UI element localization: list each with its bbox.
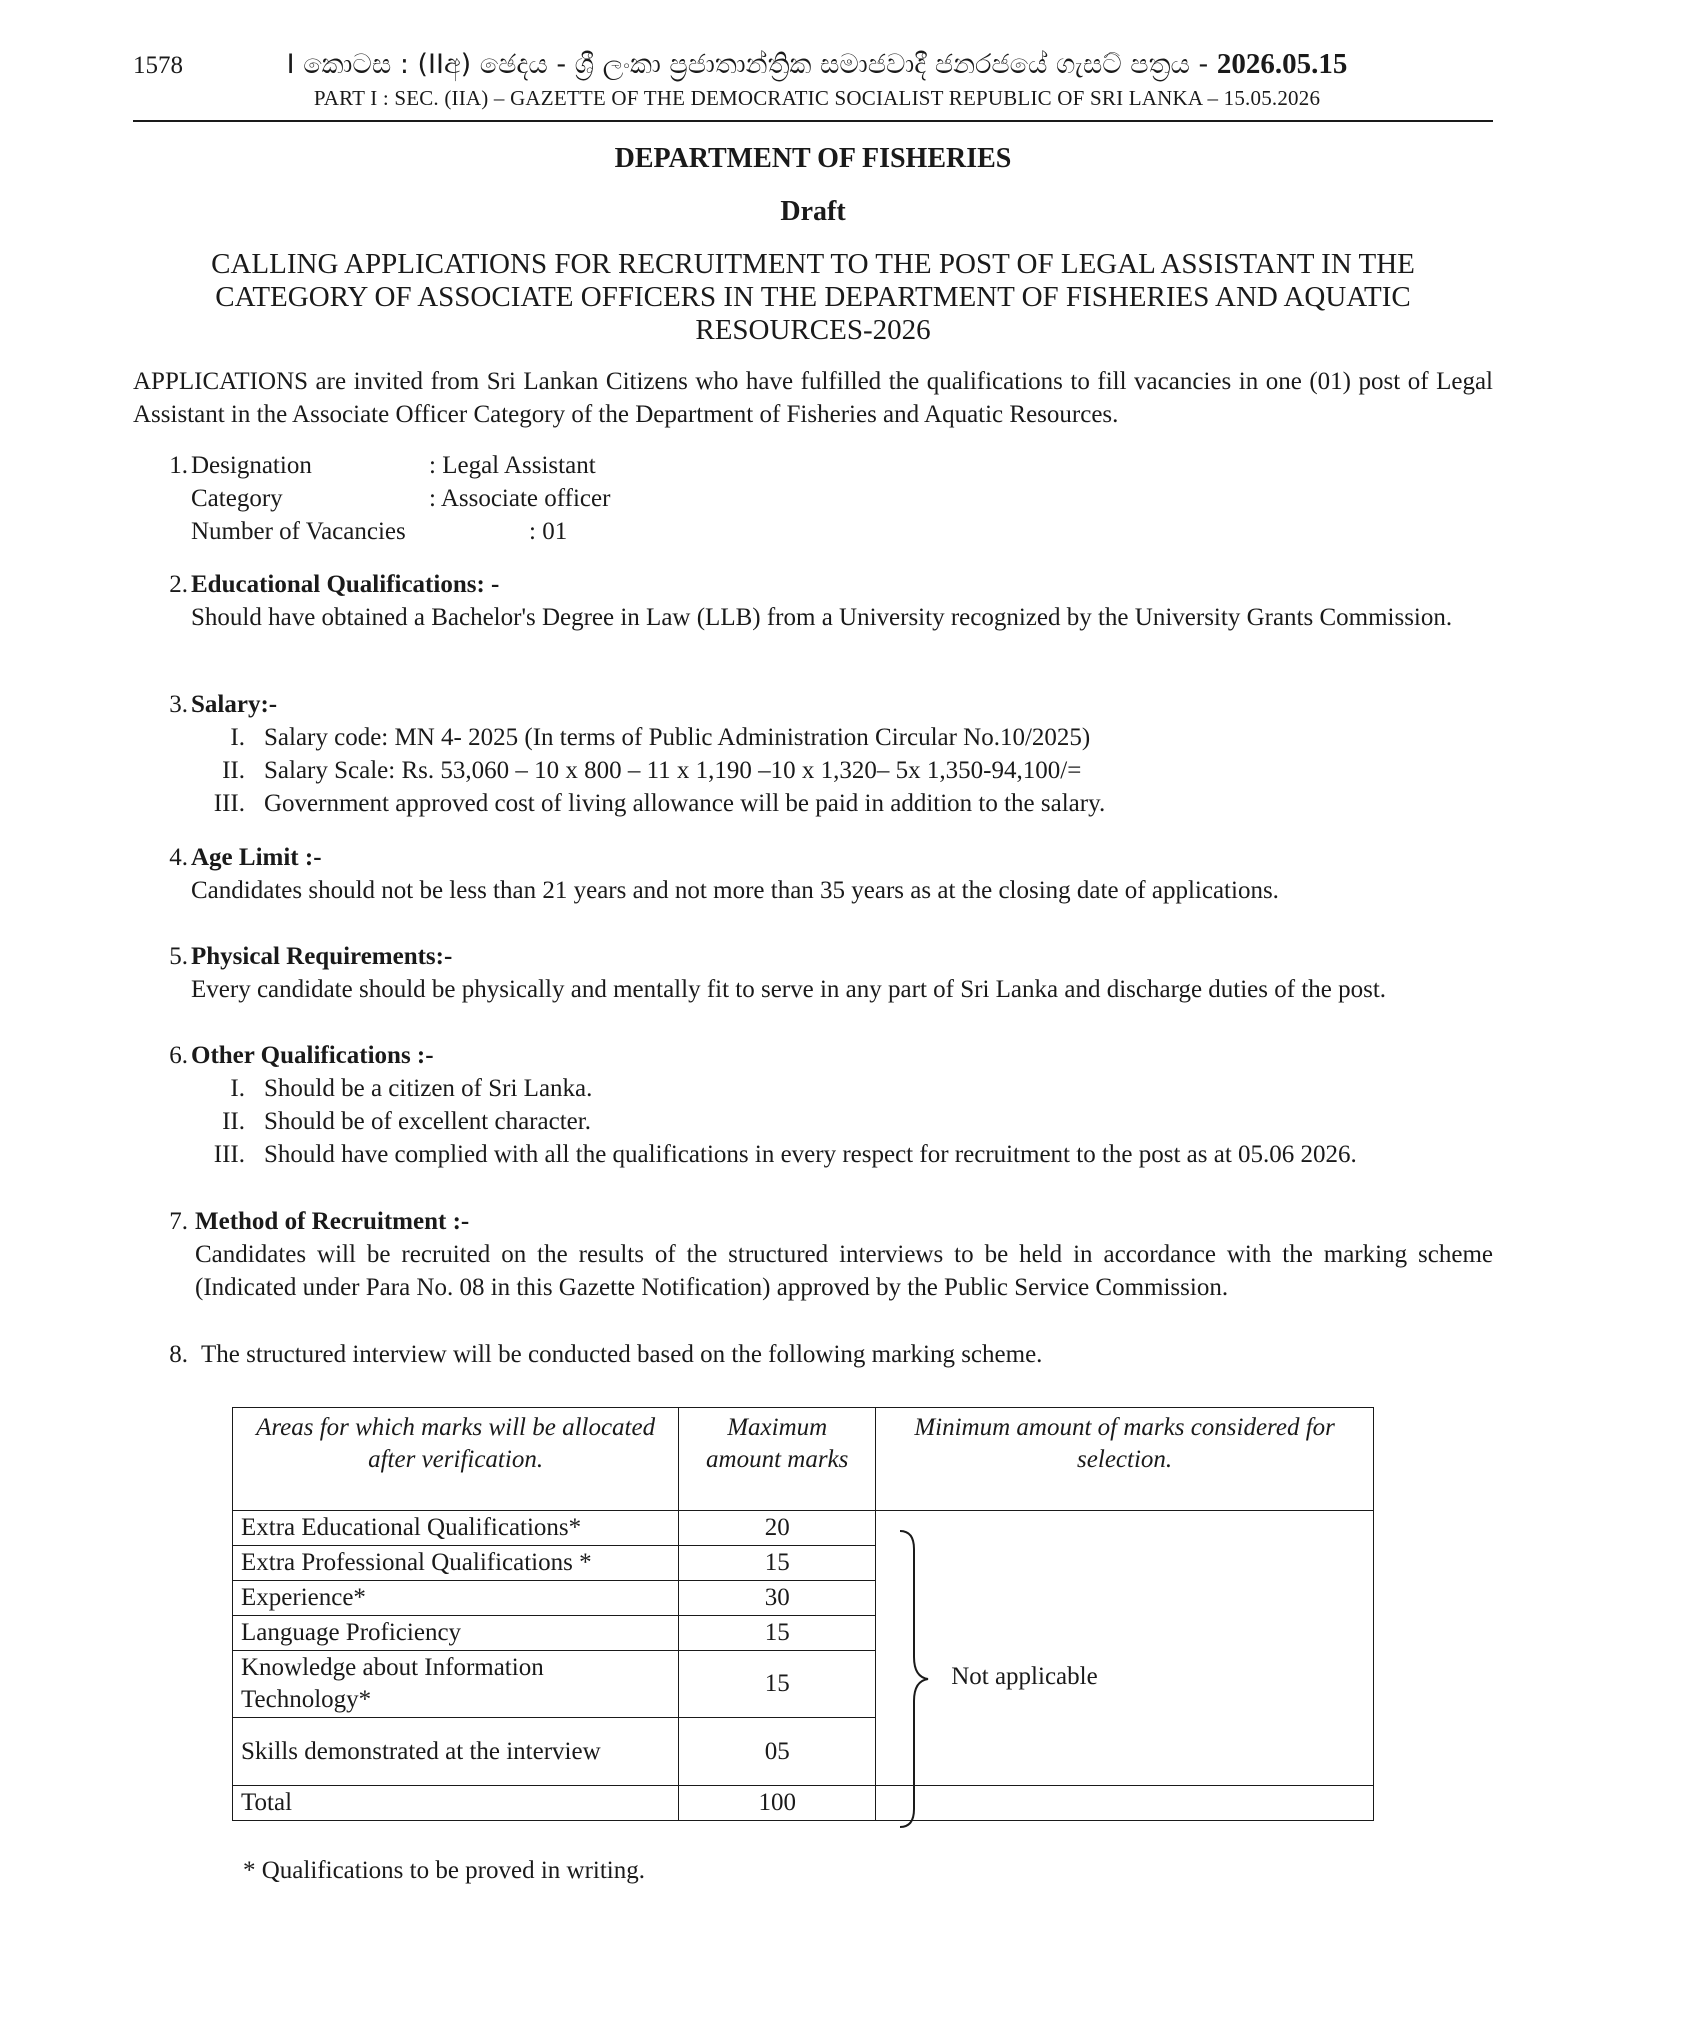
area-cell: Language Proficiency <box>233 1616 679 1651</box>
draft-label: Draft <box>780 196 846 227</box>
header-divider <box>133 120 1493 122</box>
section-text: The structured interview will be conducted based on the following marking scheme. <box>201 1341 1043 1368</box>
section-heading: Salary:- <box>191 691 278 718</box>
total-value: 100 <box>679 1786 876 1821</box>
section-text: Every candidate should be physically and mentally fit to serve in any part of Sri Lanka and discharge duties of the post. <box>191 976 1387 1003</box>
item-text: Should be of excellent character. <box>264 1108 591 1135</box>
item-text: Should be a citizen of Sri Lanka. <box>264 1075 593 1102</box>
section-heading: Other Qualifications :- <box>191 1042 434 1069</box>
not-applicable-text: Not applicable <box>951 1663 1098 1690</box>
table-total-row <box>233 1786 1374 1821</box>
header-minimum: Minimum amount of marks considered for selection. <box>876 1408 1374 1511</box>
section-number: 6. <box>169 1042 188 1069</box>
max-cell: 05 <box>679 1718 876 1786</box>
roman-numeral: III. <box>213 1141 245 1168</box>
roman-numeral: II. <box>222 757 245 784</box>
item-text: Government approved cost of living allowance will be paid in addition to the salary. <box>264 790 1106 817</box>
section-heading: Age Limit :- <box>191 844 322 871</box>
marking-scheme-table <box>232 1407 1374 1821</box>
section-text: Candidates should not be less than 21 years and not more than 35 years as at the closing date of applications. <box>191 877 1279 904</box>
section-number: 2. <box>169 571 188 598</box>
item-text: Should have complied with all the qualifications in every respect for recruitment to the post as at 05.06 2026. <box>264 1141 1357 1168</box>
max-cell: 15 <box>679 1616 876 1651</box>
area-cell: Experience* <box>233 1581 679 1616</box>
section-heading: Physical Requirements:- <box>191 943 453 970</box>
header-areas: Areas for which marks will be allocated after verification. <box>233 1408 679 1511</box>
section-heading: Educational Qualifications: - <box>191 571 500 598</box>
brace-icon <box>896 1529 932 1829</box>
designation-value: : Legal Assistant <box>429 452 596 479</box>
vacancies-value: : 01 <box>529 518 568 545</box>
calling-title: CALLING APPLICATIONS FOR RECRUITMENT TO THE POST OF LEGAL ASSISTANT IN THE CATEGORY OF ASSOCIATE OFFICERS IN THE DEPARTMENT OF FISHERIES AND AQUATIC RESOURCES-2026 <box>211 248 1415 346</box>
category-label: Category <box>191 485 283 512</box>
minimum-cell <box>876 1511 1374 1786</box>
footnote: * Qualifications to be proved in writing. <box>243 1857 646 1884</box>
section-text: Candidates will be recruited on the results of the structured interviews to be held in accordance with the marking scheme (Indicated under Para No. 08 in this Gazette Notification) approved by the Public Service Commission. <box>195 1241 1493 1301</box>
category-value: : Associate officer <box>429 485 611 512</box>
section-number: 7. <box>169 1208 188 1235</box>
item-text: Salary code: MN 4- 2025 (In terms of Public Administration Circular No.10/2025) <box>264 724 1091 751</box>
max-cell: 15 <box>679 1651 876 1718</box>
max-cell: 20 <box>679 1511 876 1546</box>
area-cell: Extra Educational Qualifications* <box>233 1511 679 1546</box>
intro-paragraph: APPLICATIONS are invited from Sri Lankan Citizens who have fulfilled the qualifications to fill vacancies in one (01) post of Legal Assistant in the Associate Officer Category of the Department of Fisheries and Aquatic Resources. <box>133 368 1493 428</box>
roman-numeral: I. <box>230 1075 245 1102</box>
department-title: DEPARTMENT OF FISHERIES <box>614 143 1012 174</box>
section-heading: Method of Recruitment :- <box>195 1208 470 1235</box>
roman-numeral: I. <box>230 724 245 751</box>
page-number: 1578 <box>133 52 183 79</box>
section-number: 1. <box>169 452 188 479</box>
table-row <box>233 1511 1374 1546</box>
area-cell: Knowledge about Information Technology* <box>233 1651 679 1718</box>
sinhala-title: I කොටස : (IIඅ) ඡෙදය - ශ්‍රී ලංකා ප්‍රජාතාන්ත්‍රික සමාජවාදී ජනරජයේ ගැසට් පත්‍රය - <box>286 49 1217 80</box>
section-number: 4. <box>169 844 188 871</box>
total-label: Total <box>233 1786 679 1821</box>
header-maximum: Maximum amount marks <box>679 1408 876 1511</box>
roman-numeral: II. <box>222 1108 245 1135</box>
max-cell: 30 <box>679 1581 876 1616</box>
sinhala-header <box>282 48 1352 81</box>
section-number: 8. <box>169 1341 188 1368</box>
roman-numeral: III. <box>213 790 245 817</box>
english-header: PART I : SEC. (IIA) – GAZETTE OF THE DEMOCRATIC SOCIALIST REPUBLIC OF SRI LANKA – 15.05.2026 <box>313 86 1321 110</box>
designation-label: Designation <box>191 452 312 479</box>
area-cell: Extra Professional Qualifications * <box>233 1546 679 1581</box>
vacancies-label: Number of Vacancies <box>191 518 406 545</box>
area-cell: Skills demonstrated at the interview <box>233 1718 679 1786</box>
empty-cell <box>876 1786 1374 1821</box>
item-text: Salary Scale: Rs. 53,060 – 10 x 800 – 11 x 1,190 –10 x 1,320– 5x 1,350-94,100/= <box>264 757 1082 784</box>
table-header-row <box>233 1408 1374 1511</box>
section-number: 3. <box>169 691 188 718</box>
sinhala-date: 2026.05.15 <box>1216 48 1348 80</box>
section-text: Should have obtained a Bachelor's Degree in Law (LLB) from a University recognized by the University Grants Commission. <box>191 604 1453 631</box>
section-number: 5. <box>169 943 188 970</box>
max-cell: 15 <box>679 1546 876 1581</box>
